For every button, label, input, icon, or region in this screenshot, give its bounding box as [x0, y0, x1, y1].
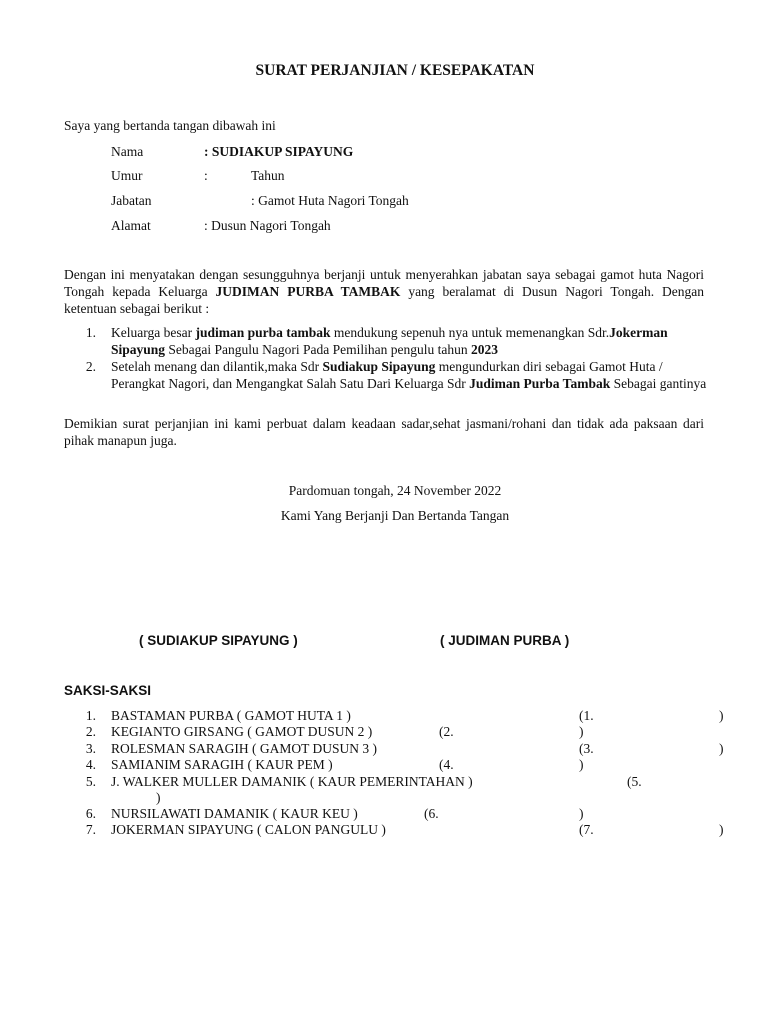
field-value-nama: : SUDIAKUP SIPAYUNG [204, 144, 354, 159]
place-date: Pardomuan tongah, 24 November 2022 [288, 483, 502, 498]
witness-name: JOKERMAN SIPAYUNG ( CALON PANGULU ) [111, 822, 386, 837]
field-value-umur: Tahun [251, 168, 285, 183]
term-item: Keluarga besar judiman purba tambak mendukung sepenuh nya untuk memenangkan Sdr.Jokerman Sipayung Sebagai Pangulu Nagori Pada Pemilihan pengulu tahun 2023 [111, 325, 668, 357]
field-value-alamat: : Dusun Nagori Tongah [204, 218, 331, 233]
witness-signature-close: ) [579, 724, 584, 739]
witness-signature-close: ) [579, 757, 584, 772]
closing-paragraph: Demikian surat perjanjian ini kami perbuat dalam keadaan sadar,sehat jasmani/rohani dan tidak ada paksaan dari pihak manapun juga. [64, 416, 704, 448]
field-value-jabatan: : Gamot Huta Nagori Tongah [251, 193, 409, 208]
witness-name: ROLESMAN SARAGIH ( GAMOT DUSUN 3 ) [111, 741, 378, 756]
witness-signature-slot: (2. [439, 724, 454, 739]
witness-signature-slot: (3. [579, 741, 594, 756]
signer-name: ( SUDIAKUP SIPAYUNG ) [139, 633, 298, 648]
intro-text: Saya yang bertanda tangan dibawah ini [64, 118, 276, 133]
witness-number: 2. [85, 724, 96, 739]
statement-paragraph: Dengan ini menyatakan dengan sesungguhnya berjanji untuk menyerahkan jabatan saya sebagai gamot huta Nagori Tongah kepada Keluarga JUDIMAN PURBA TAMBAK yang beralamat di Dusun Nagori Tongah. Dengan ketentuan sebagai berikut : [64, 267, 704, 316]
witness-signature-close: ) [719, 822, 724, 837]
witness-signature-slot: (1. [579, 708, 594, 723]
witness-number: 4. [85, 757, 96, 772]
witness-number: 7. [85, 822, 96, 837]
field-label-alamat: Alamat [111, 218, 151, 233]
witness-title: SAKSI-SAKSI [64, 683, 152, 698]
witness-number: 6. [85, 806, 96, 821]
term-number: 2. [85, 359, 96, 374]
field-label-jabatan: Jabatan [111, 193, 152, 208]
signers-intro: Kami Yang Berjanji Dan Bertanda Tangan [280, 508, 510, 523]
witness-name: NURSILAWATI DAMANIK ( KAUR KEU ) [111, 806, 358, 821]
witness-signature-close: ) [719, 741, 724, 756]
term-number: 1. [85, 325, 96, 340]
witness-number: 1. [85, 708, 96, 723]
witness-name: KEGIANTO GIRSANG ( GAMOT DUSUN 2 ) [111, 724, 373, 739]
witness-signature-close: ) [579, 806, 584, 821]
signer-name: ( JUDIMAN PURBA ) [440, 633, 570, 648]
witness-signature-close: ) [719, 708, 724, 723]
field-label-nama: Nama [111, 144, 144, 159]
witness-signature-slot: (6. [424, 806, 439, 821]
document-title: SURAT PERJANJIAN / KESEPAKATAN [255, 62, 535, 79]
witness-signature-slot: (5. [627, 774, 642, 789]
term-item: Setelah menang dan dilantik,maka Sdr Sudiakup Sipayung mengundurkan diri sebagai Gamot Huta / Perangkat Nagori, dan Mengangkat Salah Satu Dari Keluarga Sdr Judiman Purba Tambak Sebagai gantinya [111, 359, 707, 391]
witness-signature-close: ) [156, 790, 161, 805]
witness-signature-slot: (7. [579, 822, 594, 837]
witness-number: 5. [85, 774, 96, 789]
witness-name: J. WALKER MULLER DAMANIK ( KAUR PEMERINTAHAN ) [111, 774, 473, 789]
witness-name: BASTAMAN PURBA ( GAMOT HUTA 1 ) [111, 708, 351, 723]
field-sep-umur: : [204, 168, 208, 183]
witness-name: SAMIANIM SARAGIH ( KAUR PEM ) [111, 757, 333, 772]
witness-signature-slot: (4. [439, 757, 454, 772]
field-label-umur: Umur [111, 168, 143, 183]
witness-number: 3. [85, 741, 96, 756]
